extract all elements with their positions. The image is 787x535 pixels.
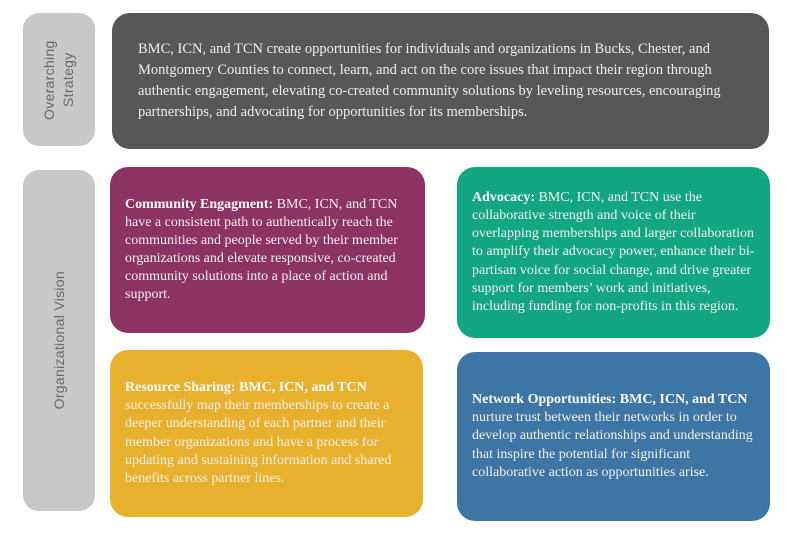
network-opportunities-title: Network Opportunities: BMC, ICN, and TCN <box>472 392 748 408</box>
network-opportunities-body: nurture trust between their networks in order to develop authentic relationships and understanding that inspire the potential for significant collaborative action as opportunities arise. <box>472 410 753 480</box>
resource-sharing-text <box>125 379 408 487</box>
community-engagement-title: Community Engagment: <box>125 196 274 212</box>
organizational-vision-label: Organizational Vision <box>50 271 67 410</box>
overarching-strategy-label: Overarching Strategy <box>41 39 76 120</box>
resource-sharing-box <box>110 350 423 517</box>
community-engagement-body: BMC, ICN, and TCN have a consistent path to authentically reach the communities and people served by their member organizations and elevate responsive, co-created community solutions into a place of action and support. <box>125 196 398 303</box>
advocacy-title: Advocacy: <box>472 190 535 206</box>
advocacy-text <box>472 189 755 315</box>
community-engagement-box <box>110 167 425 333</box>
overarching-strategy-tab <box>23 13 95 146</box>
organizational-vision-tab <box>23 170 95 511</box>
advocacy-body: BMC, ICN, and TCN use the collaborative strength and voice of their overlapping memberships and larger collaboration to amplify their advocacy power, enhance their bi-partisan voice for social change, and drive greater support for members’ work and initiatives, including funding for non-profits in this region. <box>472 190 755 314</box>
network-opportunities-text <box>472 391 755 481</box>
community-engagement-text <box>125 196 410 304</box>
network-opportunities-box <box>457 352 770 521</box>
overarching-strategy-text: BMC, ICN, and TCN create opportunities for individuals and organizations in Bucks, Chester, and Montgomery Counties to connect, learn, and act on the core issues that impact their region through authentic engagement, elevating co-created community solutions by leveling resources, encouraging partnerships, and advocating for opportunities for its memberships. <box>138 40 721 121</box>
advocacy-box <box>457 167 770 338</box>
overarching-strategy-box <box>112 13 769 149</box>
resource-sharing-title: Resource Sharing: BMC, ICN, and TCN <box>125 380 367 396</box>
resource-sharing-body: successfully map their memberships to create a deeper understanding of each partner and their member organizations and have a process for updating and sustaining information and shared benefits across partner lines. <box>125 398 392 486</box>
